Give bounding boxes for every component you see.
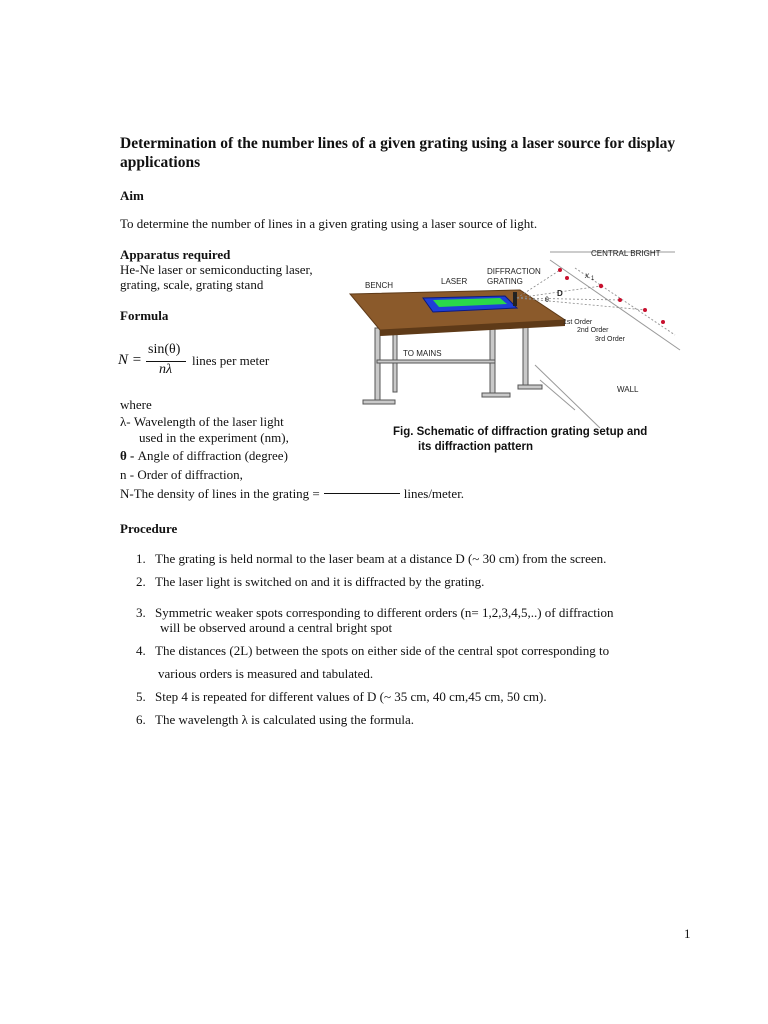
theta-symbol: θ - xyxy=(120,448,135,463)
diffraction-setup-figure xyxy=(345,240,690,430)
central-bright-label: CENTRAL BRIGHT xyxy=(591,249,661,258)
figure-caption-line-2: its diffraction pattern xyxy=(418,441,534,453)
procedure-heading: Procedure xyxy=(120,521,178,536)
step-6 xyxy=(136,712,414,728)
step-2 xyxy=(136,574,484,590)
apparatus-line-2: grating, scale, grating stand xyxy=(120,277,264,292)
distance-d-label: D xyxy=(557,289,563,298)
page-title: Determination of the number lines of a given grating using a laser source for display applications xyxy=(120,135,676,171)
step-1 xyxy=(136,551,606,567)
density-prefix: N-The density of lines in the grating = xyxy=(120,486,320,501)
apparatus-line-1: He-Ne laser or semiconducting laser, xyxy=(120,262,313,277)
bench-label: BENCH xyxy=(365,281,394,290)
to-mains-label: TO MAINS xyxy=(403,349,442,358)
density-suffix: lines/meter. xyxy=(403,486,465,501)
step-text: The grating is held normal to the laser beam at a distance D (~ 30 cm) from the screen. xyxy=(155,551,607,566)
aim-text: To determine the number of lines in a given grating using a laser source of light. xyxy=(120,216,538,231)
formula-denominator: nλ xyxy=(159,362,173,377)
grating xyxy=(513,292,517,306)
x1-subscript: 1 xyxy=(591,276,595,282)
laser-label: LASER xyxy=(441,277,468,286)
apparatus-heading: Apparatus required xyxy=(120,247,231,262)
step-text: The laser light is switched on and it is diffracted by the grating. xyxy=(155,574,485,589)
step-number: 2. xyxy=(136,574,146,589)
theta-definition xyxy=(120,448,288,464)
formula-numerator: sin(θ) xyxy=(148,342,181,357)
page-number: 1 xyxy=(684,926,691,941)
step-text: Symmetric weaker spots corresponding to different orders (n= 1,2,3,4,5,..) of diffraction xyxy=(155,605,614,620)
step-4-continuation: various orders is measured and tabulated. xyxy=(158,666,374,681)
step-3 xyxy=(136,605,614,621)
formula-heading: Formula xyxy=(120,308,169,323)
step-number: 3. xyxy=(136,605,146,620)
step-3-continuation: will be observed around a central bright spot xyxy=(160,620,393,635)
aim-heading: Aim xyxy=(120,188,144,203)
formula-unit: lines per meter xyxy=(192,353,270,368)
step-5 xyxy=(136,689,547,705)
first-order-label: 1st Order xyxy=(563,319,593,326)
density-blank xyxy=(324,493,400,494)
second-order-label: 2nd Order xyxy=(577,327,609,334)
third-order-label: 3rd Order xyxy=(595,336,625,343)
formula-lhs: N = xyxy=(118,352,142,368)
lambda-definition-1: λ- Wavelength of the laser light xyxy=(120,414,284,429)
step-text: The wavelength λ is calculated using the formula. xyxy=(155,712,414,727)
lambda-definition-2: used in the experiment (nm), xyxy=(139,430,289,445)
grating-label: GRATING xyxy=(487,277,523,286)
x1-label: x xyxy=(585,271,589,280)
step-text: Step 4 is repeated for different values of D (~ 35 cm, 40 cm,45 cm, 50 cm). xyxy=(155,689,547,704)
diffraction-label: DIFFRACTION xyxy=(487,267,541,276)
step-number: 5. xyxy=(136,689,146,704)
density-definition xyxy=(120,486,464,502)
wall-label: WALL xyxy=(617,385,639,394)
step-4 xyxy=(136,643,609,659)
step-number: 4. xyxy=(136,643,146,658)
step-number: 6. xyxy=(136,712,146,727)
figure-caption-line-1: Fig. Schematic of diffraction grating setup and xyxy=(393,426,648,438)
where-label: where xyxy=(120,397,152,412)
step-number: 1. xyxy=(136,551,146,566)
step-text: The distances (2L) between the spots on either side of the central spot corresponding to xyxy=(155,643,610,658)
theta-text: Angle of diffraction (degree) xyxy=(134,448,288,463)
theta-label: θ xyxy=(545,297,549,304)
order-definition: n - Order of diffraction, xyxy=(120,467,243,482)
